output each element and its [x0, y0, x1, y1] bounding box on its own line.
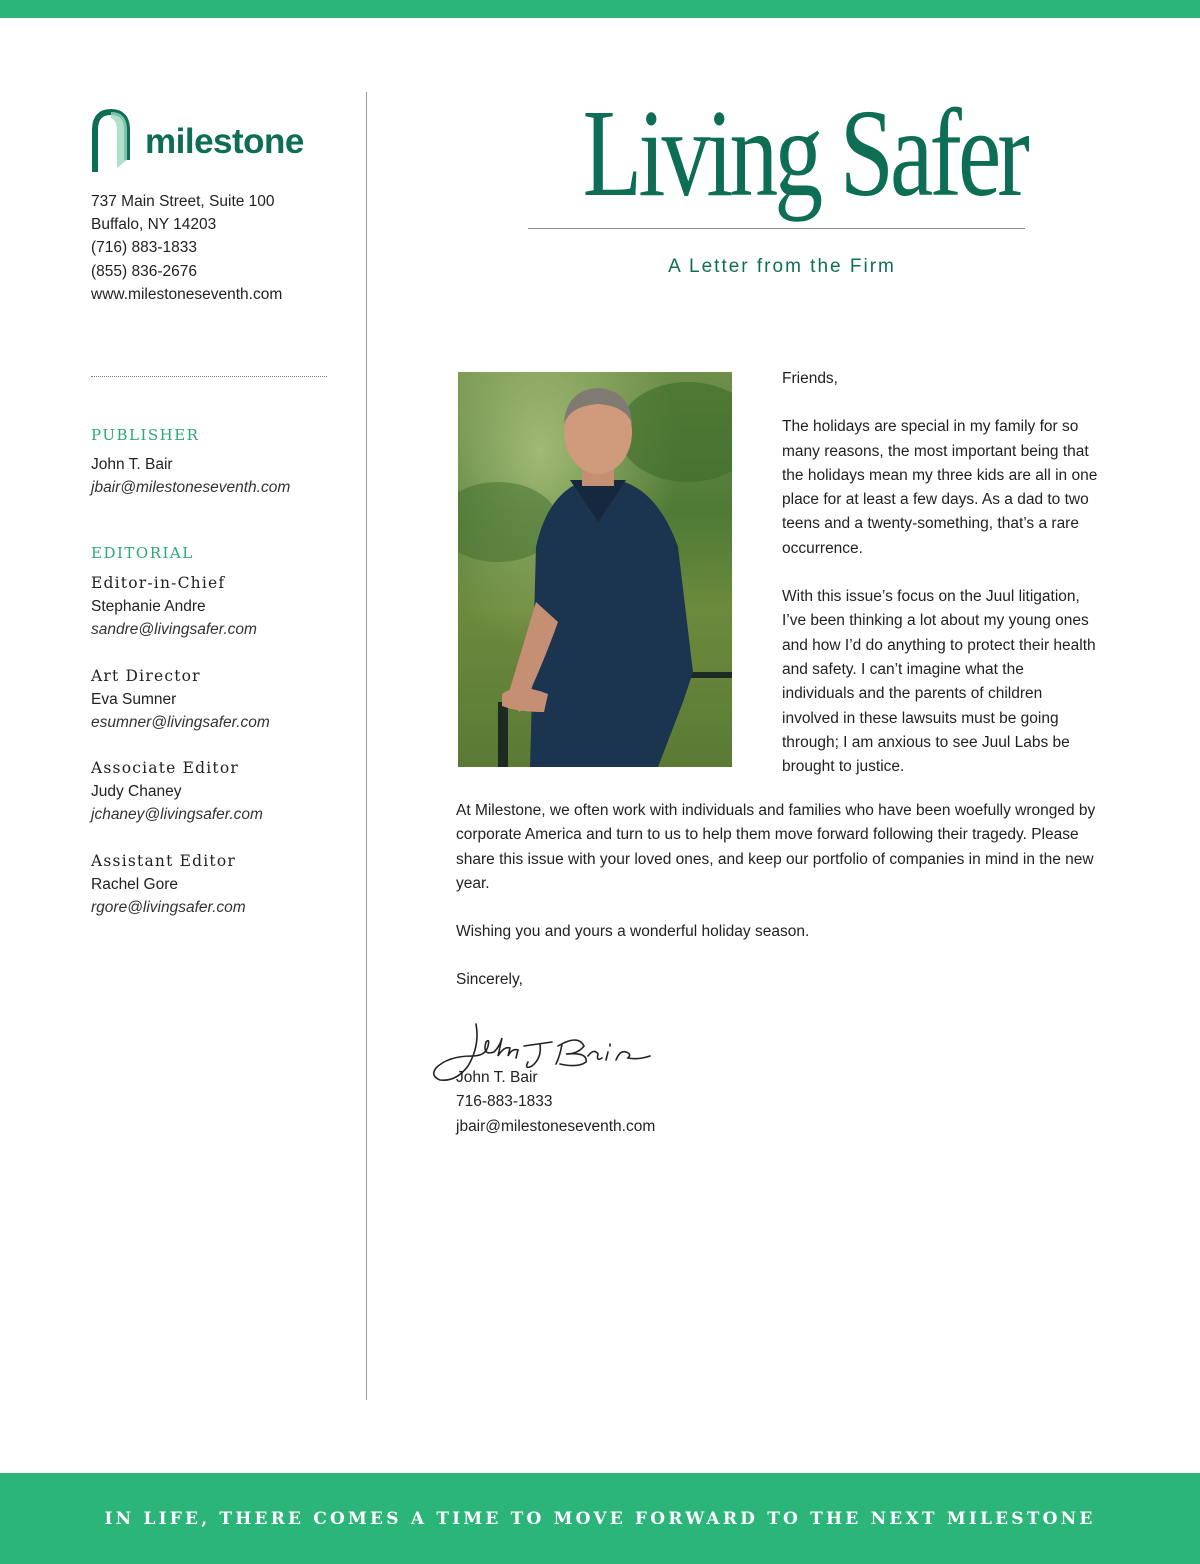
editorial-email[interactable]: esumner@livingsafer.com [91, 714, 270, 732]
masthead-subtitle: A Letter from the Firm [668, 256, 896, 277]
signer-name: John T. Bair [456, 1069, 538, 1086]
editorial-email[interactable]: sandre@livingsafer.com [91, 621, 257, 639]
sidebar-dotted-divider [91, 376, 327, 377]
editorial-role: Art Director [91, 667, 201, 685]
address-line: 737 Main Street, Suite 100 [91, 193, 275, 210]
footer-tagline: IN LIFE, THERE COMES A TIME TO MOVE FORWARD TO THE NEXT MILESTONE [104, 1508, 1096, 1529]
letter-paragraph: With this issue’s focus on the Juul litigation, I’ve been thinking a lot about my young ones and how I’d do anything to protect their health and safety. I can’t imagine what the individuals and the parents of children involved in these lawsuits must be going through; I am anxious to see Juul Labs be brought to justice. [782, 588, 1096, 776]
editorial-name: Judy Chaney [91, 783, 182, 801]
editorial-email[interactable]: rgore@livingsafer.com [91, 899, 246, 917]
footer-bar [0, 1473, 1200, 1564]
editorial-entry [91, 665, 270, 735]
editorial-entry [91, 850, 246, 920]
editorial-role: Editor-in-Chief [91, 574, 226, 592]
address-line: Buffalo, NY 14203 [91, 216, 217, 234]
editorial-heading: EDITORIAL [91, 544, 194, 562]
editorial-name: Rachel Gore [91, 876, 179, 894]
letter-closing: Sincerely, [456, 971, 523, 989]
firm-address [91, 190, 282, 306]
top-accent-bar [0, 0, 1200, 18]
editorial-name: Eva Sumner [91, 691, 177, 709]
masthead-title: Living Safer [582, 85, 1026, 223]
signer-phone[interactable]: 716-883-1833 [456, 1093, 553, 1111]
editorial-role: Associate Editor [91, 759, 240, 777]
letter-paragraph: The holidays are special in my family for so many reasons, the most important being that the holidays mean my three kids are all in one place for at least a few days. As a dad to two teens and a twenty-something, that’s a rare occurrence. [782, 418, 1098, 557]
website-link[interactable]: www.milestoneseventh.com [91, 285, 283, 303]
logo-wordmark: milestone [145, 121, 304, 161]
publisher-email[interactable]: jbair@milestoneseventh.com [91, 479, 291, 497]
letter-paragraph: At Milestone, we often work with individuals and families who have been woefully wronged by corporate America and turn to us to help them move forward following their tragedy. Please share this issue with your loved ones, and keep our portfolio of companies in mind in the new year. [456, 802, 1096, 892]
editorial-entry [91, 572, 257, 642]
milestone-arch-icon [91, 108, 131, 174]
phone-tollfree[interactable]: (855) 836-2676 [91, 262, 197, 280]
signer-email[interactable]: jbair@milestoneseventh.com [456, 1117, 656, 1135]
publisher-block [91, 453, 290, 499]
author-photo [458, 372, 732, 767]
editorial-name: Stephanie Andre [91, 598, 206, 616]
letter-right-column [782, 367, 1100, 779]
milestone-logo [91, 108, 304, 174]
sidebar-divider [366, 92, 367, 1400]
editorial-entry [91, 757, 263, 827]
editorial-email[interactable]: jchaney@livingsafer.com [91, 806, 263, 824]
editorial-role: Assistant Editor [91, 852, 236, 870]
phone-local[interactable]: (716) 883-1833 [91, 239, 197, 257]
letter-wide-column [456, 799, 1096, 993]
masthead-rule [528, 228, 1025, 229]
publisher-name: John T. Bair [91, 456, 173, 473]
letter-salutation: Friends, [782, 370, 838, 387]
signer-block [456, 1066, 655, 1139]
publisher-heading: PUBLISHER [91, 426, 200, 444]
letter-paragraph: Wishing you and yours a wonderful holiday season. [456, 923, 810, 941]
